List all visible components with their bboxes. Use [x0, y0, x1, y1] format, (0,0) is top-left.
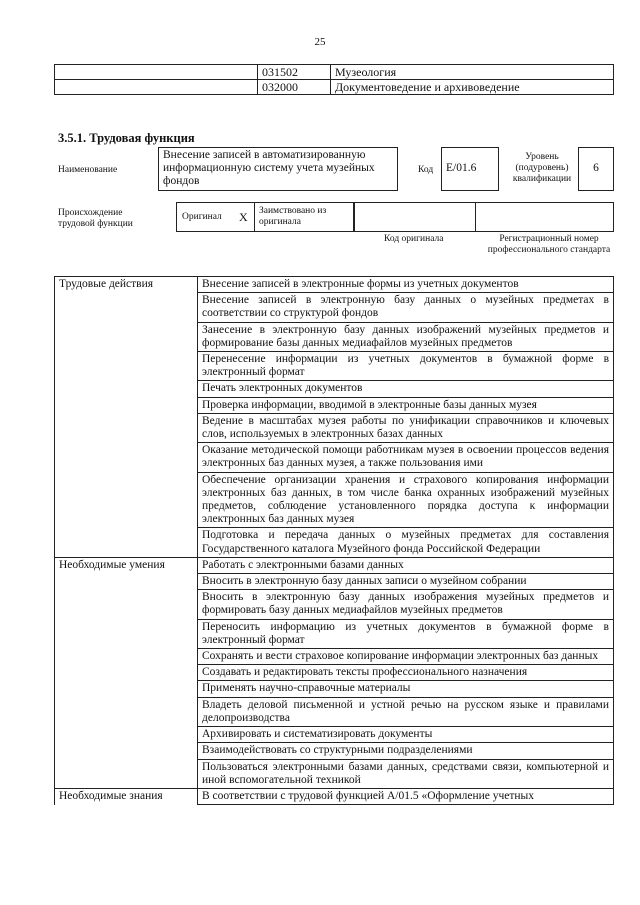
page-number: 25	[314, 36, 326, 48]
table-row	[55, 413, 614, 442]
item-cell: Ведение в масштабах музея работы по унификации справочников и ключевых слов, используемых в электронных базах данных	[198, 413, 614, 442]
table-row	[55, 322, 614, 351]
item-cell: Архивировать и систематизировать документы	[198, 727, 614, 743]
table-row	[55, 443, 614, 472]
category-empty-cell	[55, 574, 198, 590]
original-mark: X	[239, 210, 248, 224]
table-row	[55, 590, 614, 619]
function-table	[54, 276, 614, 805]
item-cell: Пользоваться электронными базами данных, средствами связи, компьютерной и иной вспомогательной техникой	[198, 759, 614, 788]
category-cell: Необходимые знания	[55, 788, 198, 804]
category-empty-cell	[55, 397, 198, 413]
category-empty-cell	[55, 413, 198, 442]
table-row	[55, 788, 614, 804]
category-empty-cell	[55, 619, 198, 648]
code-value: E/01.6	[441, 147, 499, 191]
category-empty-cell	[55, 293, 198, 322]
category-empty-cell	[55, 759, 198, 788]
item-cell: Занесение в электронную базу данных изображений музейных предметов и формирование базы данных медиафайлов музейных предметов	[198, 322, 614, 351]
item-cell: Подготовка и передача данных о музейных предметах для составления Государственного каталога Музейного фонда Российской Федерации	[198, 528, 614, 557]
category-empty-cell	[55, 528, 198, 557]
item-cell: Внесение записей в электронную базу данных о музейных предметах в соответствии со структурой фондов	[198, 293, 614, 322]
item-cell: Внесение записей в электронные формы из учетных документов	[198, 277, 614, 293]
category-empty-cell	[55, 352, 198, 381]
code-cell: 031502	[258, 65, 331, 80]
section-title: 3.5.1. Трудовая функция	[58, 131, 195, 145]
table-row	[55, 293, 614, 322]
original-code-label: Код оригинала	[384, 234, 444, 244]
table-row	[55, 472, 614, 528]
table-row	[55, 574, 614, 590]
category-empty-cell	[55, 381, 198, 397]
borrowed-label: Заимствовано из оригинала	[259, 206, 327, 227]
table-row	[55, 759, 614, 788]
table-row	[55, 381, 614, 397]
codes-empty-cell	[55, 80, 258, 95]
item-cell: Обеспечение организации хранения и страхового копирования информации электронных баз данных, в том числе банка охранных изображений музейных предметов, соблюдение установленного порядка доступа к информации электронных баз данных музея	[198, 472, 614, 528]
item-cell: Создавать и редактировать тексты профессионального назначения	[198, 665, 614, 681]
item-cell: Проверка информации, вводимой в электронные базы данных музея	[198, 397, 614, 413]
category-empty-cell	[55, 590, 198, 619]
category-empty-cell	[55, 697, 198, 726]
reg-number-cell	[476, 202, 614, 232]
codes-row	[55, 65, 614, 80]
item-cell: Взаимодействовать со структурными подразделениями	[198, 743, 614, 759]
item-cell: Печать электронных документов	[198, 381, 614, 397]
original-cell	[176, 202, 254, 232]
original-code-cell	[354, 202, 476, 232]
item-cell: Владеть деловой письменной и устной речью на русском языке и правилами делопроизводства	[198, 697, 614, 726]
table-row	[55, 397, 614, 413]
table-row	[55, 727, 614, 743]
borrowed-cell	[254, 202, 354, 232]
item-cell: Вносить в электронную базу данных записи о музейном собрании	[198, 574, 614, 590]
code-name-cell: Музеология	[331, 65, 614, 80]
table-row	[55, 619, 614, 648]
item-cell: Оказание методической помощи работникам музея в освоении процессов ведения электронных баз данных музея, а также пользования ими	[198, 443, 614, 472]
item-cell: Применять научно-справочные материалы	[198, 681, 614, 697]
table-row	[55, 697, 614, 726]
origin-label: Происхождение трудовой функции	[58, 208, 133, 229]
table-row	[55, 743, 614, 759]
codes-row	[55, 80, 614, 95]
table-row	[55, 352, 614, 381]
category-empty-cell	[55, 649, 198, 665]
reg-number-label: Регистрационный номер профессионального стандарта	[487, 234, 611, 255]
name-label: Наименование	[58, 165, 118, 175]
codes-table	[54, 64, 614, 95]
item-cell: Перенесение информации из учетных документов в бумажной форме в электронный формат	[198, 352, 614, 381]
table-row	[55, 277, 614, 293]
table-row	[55, 557, 614, 573]
codes-empty-cell	[55, 65, 258, 80]
table-row	[55, 528, 614, 557]
code-cell: 032000	[258, 80, 331, 95]
code-label: Код	[418, 165, 434, 175]
category-empty-cell	[55, 727, 198, 743]
category-cell: Трудовые действия	[55, 277, 198, 293]
table-row	[55, 649, 614, 665]
item-cell: Работать с электронными базами данных	[198, 557, 614, 573]
item-cell: В соответствии с трудовой функцией А/01.5 «Оформление учетных	[198, 788, 614, 804]
original-label: Оригинал	[182, 212, 222, 222]
category-cell: Необходимые умения	[55, 557, 198, 573]
level-value: 6	[578, 147, 614, 191]
code-name-cell: Документоведение и архивоведение	[331, 80, 614, 95]
item-cell: Вносить в электронную базу данных изображения музейных предметов и формировать базу данных медиафайлов музейных предметов	[198, 590, 614, 619]
name-value: Внесение записей в автоматизированную информационную систему учета музейных фондов	[158, 147, 398, 191]
category-empty-cell	[55, 665, 198, 681]
category-empty-cell	[55, 322, 198, 351]
level-label: Уровень (подуровень) квалификации	[512, 152, 572, 184]
category-empty-cell	[55, 681, 198, 697]
item-cell: Сохранять и вести страховое копирование информации электронных баз данных	[198, 649, 614, 665]
table-row	[55, 665, 614, 681]
table-row	[55, 681, 614, 697]
category-empty-cell	[55, 443, 198, 472]
category-empty-cell	[55, 472, 198, 528]
item-cell: Переносить информацию из учетных документов в бумажной форме в электронный формат	[198, 619, 614, 648]
category-empty-cell	[55, 743, 198, 759]
